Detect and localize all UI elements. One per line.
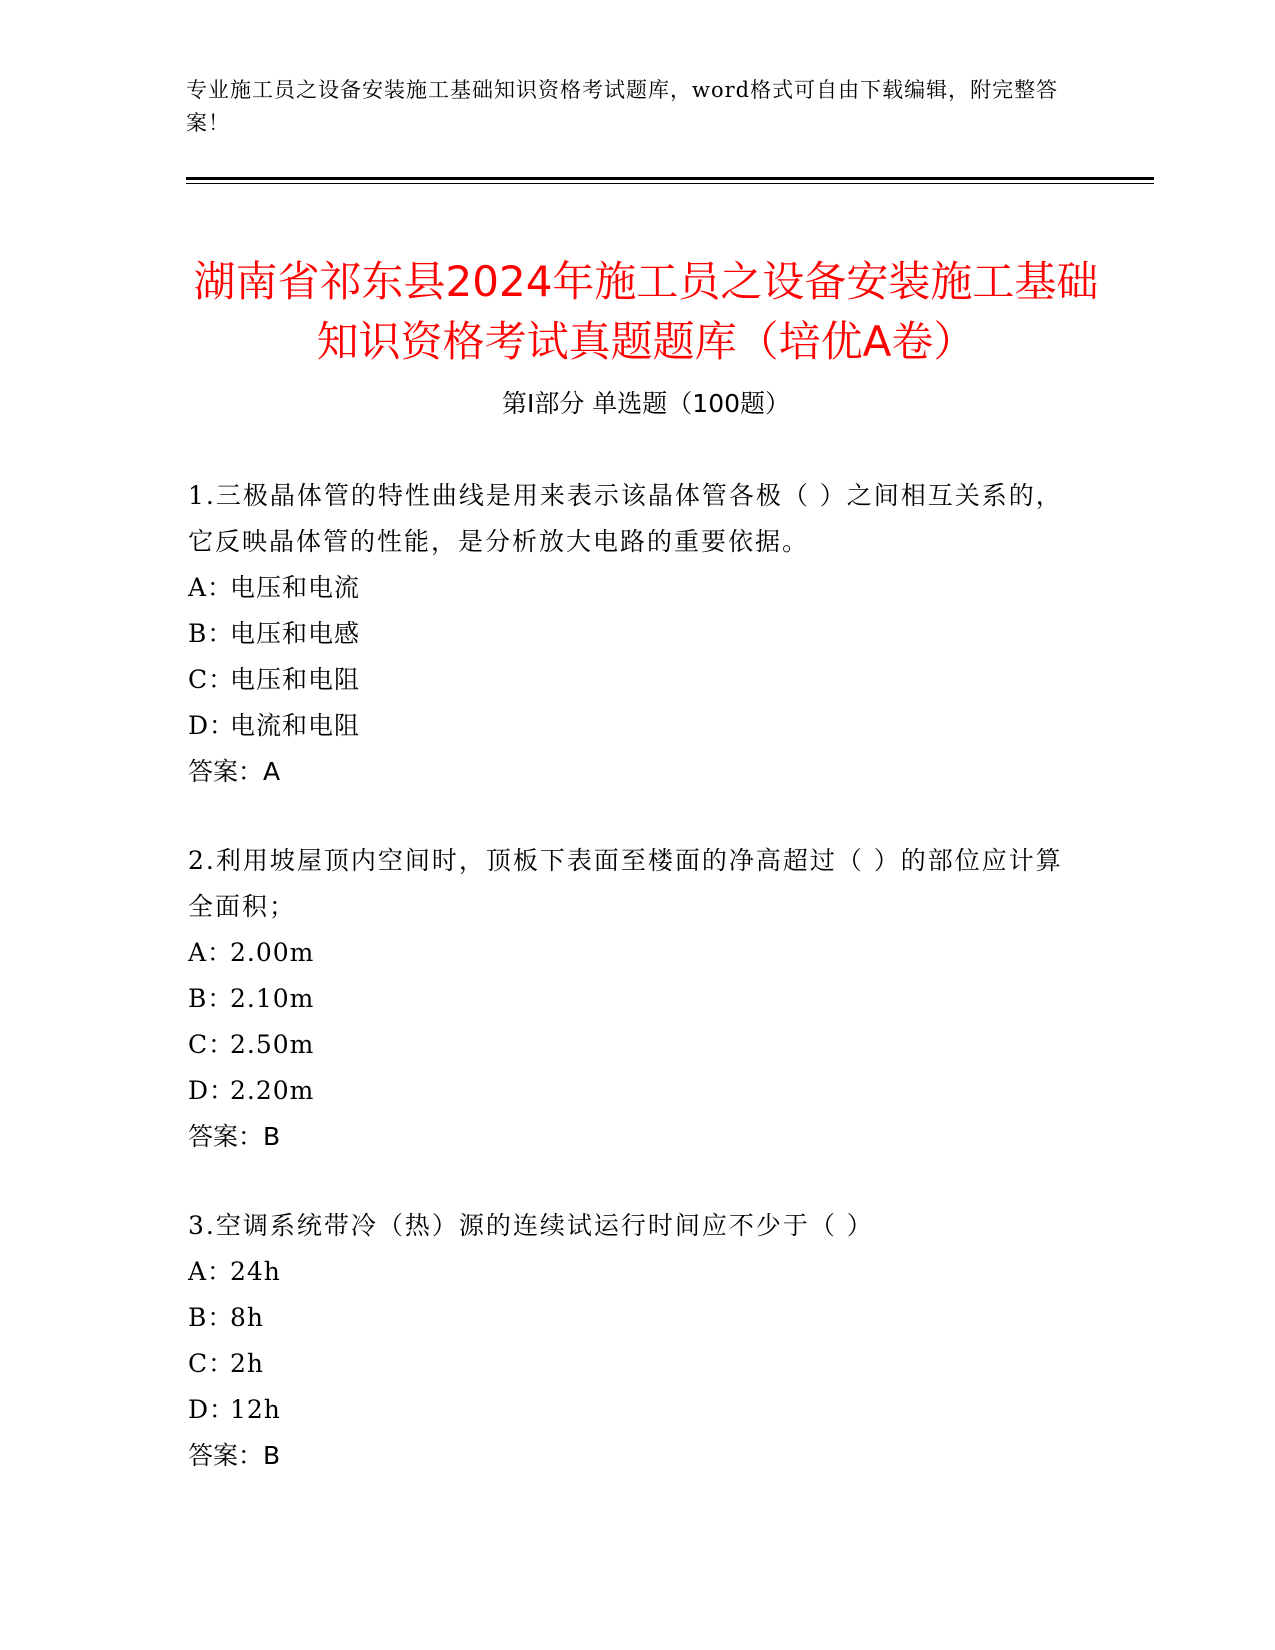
option-key: D： <box>188 1395 236 1424</box>
option-key: D： <box>188 1076 236 1105</box>
question-1 <box>188 473 1088 795</box>
option-key: A： <box>188 938 234 967</box>
question-2 <box>188 838 1088 1160</box>
option-a <box>188 565 1088 611</box>
option-d <box>188 703 1088 749</box>
option-c <box>188 1341 1088 1387</box>
option-text: 8h <box>230 1303 265 1332</box>
option-d <box>188 1068 1088 1114</box>
option-key: B： <box>188 984 234 1013</box>
option-key: A： <box>188 1257 234 1286</box>
option-text: 电流和电阻 <box>230 711 361 740</box>
option-key: C： <box>188 665 235 694</box>
header-note: 专业施工员之设备安装施工基础知识资格考试题库，word格式可自由下载编辑，附完整答案！ <box>186 78 1059 135</box>
option-key: C： <box>188 1349 235 1378</box>
option-key: B： <box>188 1303 234 1332</box>
option-key: D： <box>188 711 236 740</box>
answer: 答案：B <box>188 1441 281 1470</box>
header-divider-thick <box>186 177 1154 180</box>
option-text: 2.20m <box>230 1076 315 1105</box>
option-text: 2h <box>230 1349 265 1378</box>
section-heading: 第Ⅰ部分 单选题（100题） <box>501 389 791 418</box>
option-text: 24h <box>230 1257 281 1286</box>
option-c <box>188 1022 1088 1068</box>
option-text: 2.00m <box>230 938 315 967</box>
option-b <box>188 976 1088 1022</box>
option-key: B： <box>188 619 234 648</box>
answer: 答案：A <box>188 757 281 786</box>
option-text: 电压和电阻 <box>230 665 361 694</box>
option-a <box>188 930 1088 976</box>
question-3 <box>188 1203 1088 1479</box>
option-b <box>188 611 1088 657</box>
document-title: 湖南省祁东县2024年施工员之设备安装施工基础知识资格考试真题题库（培优A卷） <box>193 257 1099 367</box>
option-text: 电压和电流 <box>230 573 361 602</box>
option-c <box>188 657 1088 703</box>
option-key: C： <box>188 1030 235 1059</box>
option-b <box>188 1295 1088 1341</box>
option-text: 2.10m <box>230 984 315 1013</box>
header-divider-thin <box>186 183 1154 184</box>
option-text: 电压和电感 <box>230 619 361 648</box>
question-stem: 3.空调系统带冷（热）源的连续试运行时间应不少于（ ） <box>188 1211 874 1240</box>
option-d <box>188 1387 1088 1433</box>
question-stem: 1.三极晶体管的特性曲线是用来表示该晶体管各极（ ）之间相互关系的，它反映晶体管的性能，是分析放大电路的重要依据。 <box>188 481 1063 556</box>
answer: 答案：B <box>188 1122 281 1151</box>
question-stem: 2.利用坡屋顶内空间时，顶板下表面至楼面的净高超过（ ）的部位应计算全面积； <box>188 846 1063 921</box>
option-text: 12h <box>230 1395 281 1424</box>
option-text: 2.50m <box>230 1030 315 1059</box>
option-key: A： <box>188 573 234 602</box>
option-a <box>188 1249 1088 1295</box>
